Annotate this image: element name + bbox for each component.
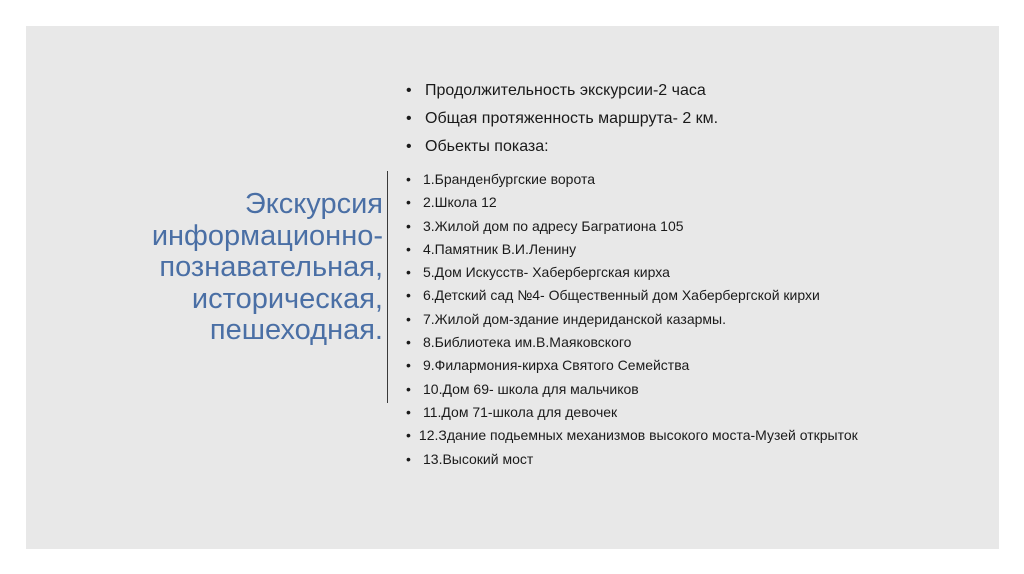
list-item <box>406 403 906 421</box>
bullet-icon: • <box>406 357 411 374</box>
object-text: 6.Детский сад №4- Общественный дом Хабербергской кирхи <box>423 287 820 304</box>
list-item <box>406 105 718 133</box>
list-item <box>406 310 906 328</box>
bullet-icon: • <box>406 240 411 257</box>
bullet-icon: • <box>406 264 411 281</box>
object-text: 10.Дом 69- школа для мальчиков <box>423 380 639 397</box>
objects-list <box>406 170 906 473</box>
list-item <box>406 133 718 161</box>
bullet-icon: • <box>406 334 411 351</box>
bullet-icon: • <box>406 171 411 187</box>
list-item <box>406 450 906 468</box>
slide-title <box>43 189 383 347</box>
summary-text: Обьекты показа: <box>425 138 549 155</box>
list-item <box>406 356 906 374</box>
bullet-icon: • <box>406 287 411 304</box>
list-item <box>406 263 906 281</box>
title-line: Экскурсия <box>244 188 383 220</box>
object-text: 4.Памятник В.И.Ленину <box>423 240 577 257</box>
object-text: 3.Жилой дом по адресу Багратиона 105 <box>423 217 684 234</box>
list-item <box>406 240 906 258</box>
list-item <box>406 426 906 444</box>
object-text: 2.Школа 12 <box>423 194 497 211</box>
vertical-divider <box>387 171 388 403</box>
list-item <box>406 380 906 398</box>
bullet-icon: • <box>406 380 411 397</box>
title-line: историческая, <box>191 282 383 315</box>
bullet-icon: • <box>406 194 411 211</box>
list-item <box>406 286 906 304</box>
object-text: 8.Библиотека им.В.Маяковского <box>423 334 632 351</box>
object-text: 13.Высокий мост <box>423 450 534 467</box>
title-line: информационно- <box>151 219 383 252</box>
object-text: 9.Филармония-кирха Святого Семейства <box>423 357 690 374</box>
summary-text: Продолжительность экскурсии-2 часа <box>425 82 706 99</box>
bullet-icon: • <box>406 450 411 467</box>
title-line: пешеходная. <box>209 314 383 346</box>
bullet-icon: • <box>406 110 412 127</box>
object-text: 5.Дом Искусств- Хабербергская кирха <box>423 264 670 281</box>
list-item <box>406 217 906 235</box>
object-text: 7.Жилой дом-здание индериданской казармы. <box>423 310 726 327</box>
slide <box>26 26 999 549</box>
summary-text: Общая протяженность маршрута- 2 км. <box>425 110 719 127</box>
object-text: 11.Дом 71-школа для девочек <box>423 403 618 420</box>
title-line: познавательная, <box>159 251 383 283</box>
object-text: 12.Здание подьемных механизмов высокого моста-Музей открыток <box>418 427 858 444</box>
bullet-icon: • <box>406 82 412 99</box>
list-item <box>406 77 718 105</box>
object-text: 1.Бранденбургские ворота <box>423 171 595 187</box>
bullet-icon: • <box>406 310 411 327</box>
list-item <box>406 170 906 188</box>
summary-list <box>406 77 718 161</box>
bullet-icon: • <box>406 427 411 444</box>
bullet-icon: • <box>406 217 411 234</box>
bullet-icon: • <box>406 138 412 155</box>
list-item <box>406 333 906 351</box>
list-item <box>406 193 906 211</box>
bullet-icon: • <box>406 403 411 420</box>
